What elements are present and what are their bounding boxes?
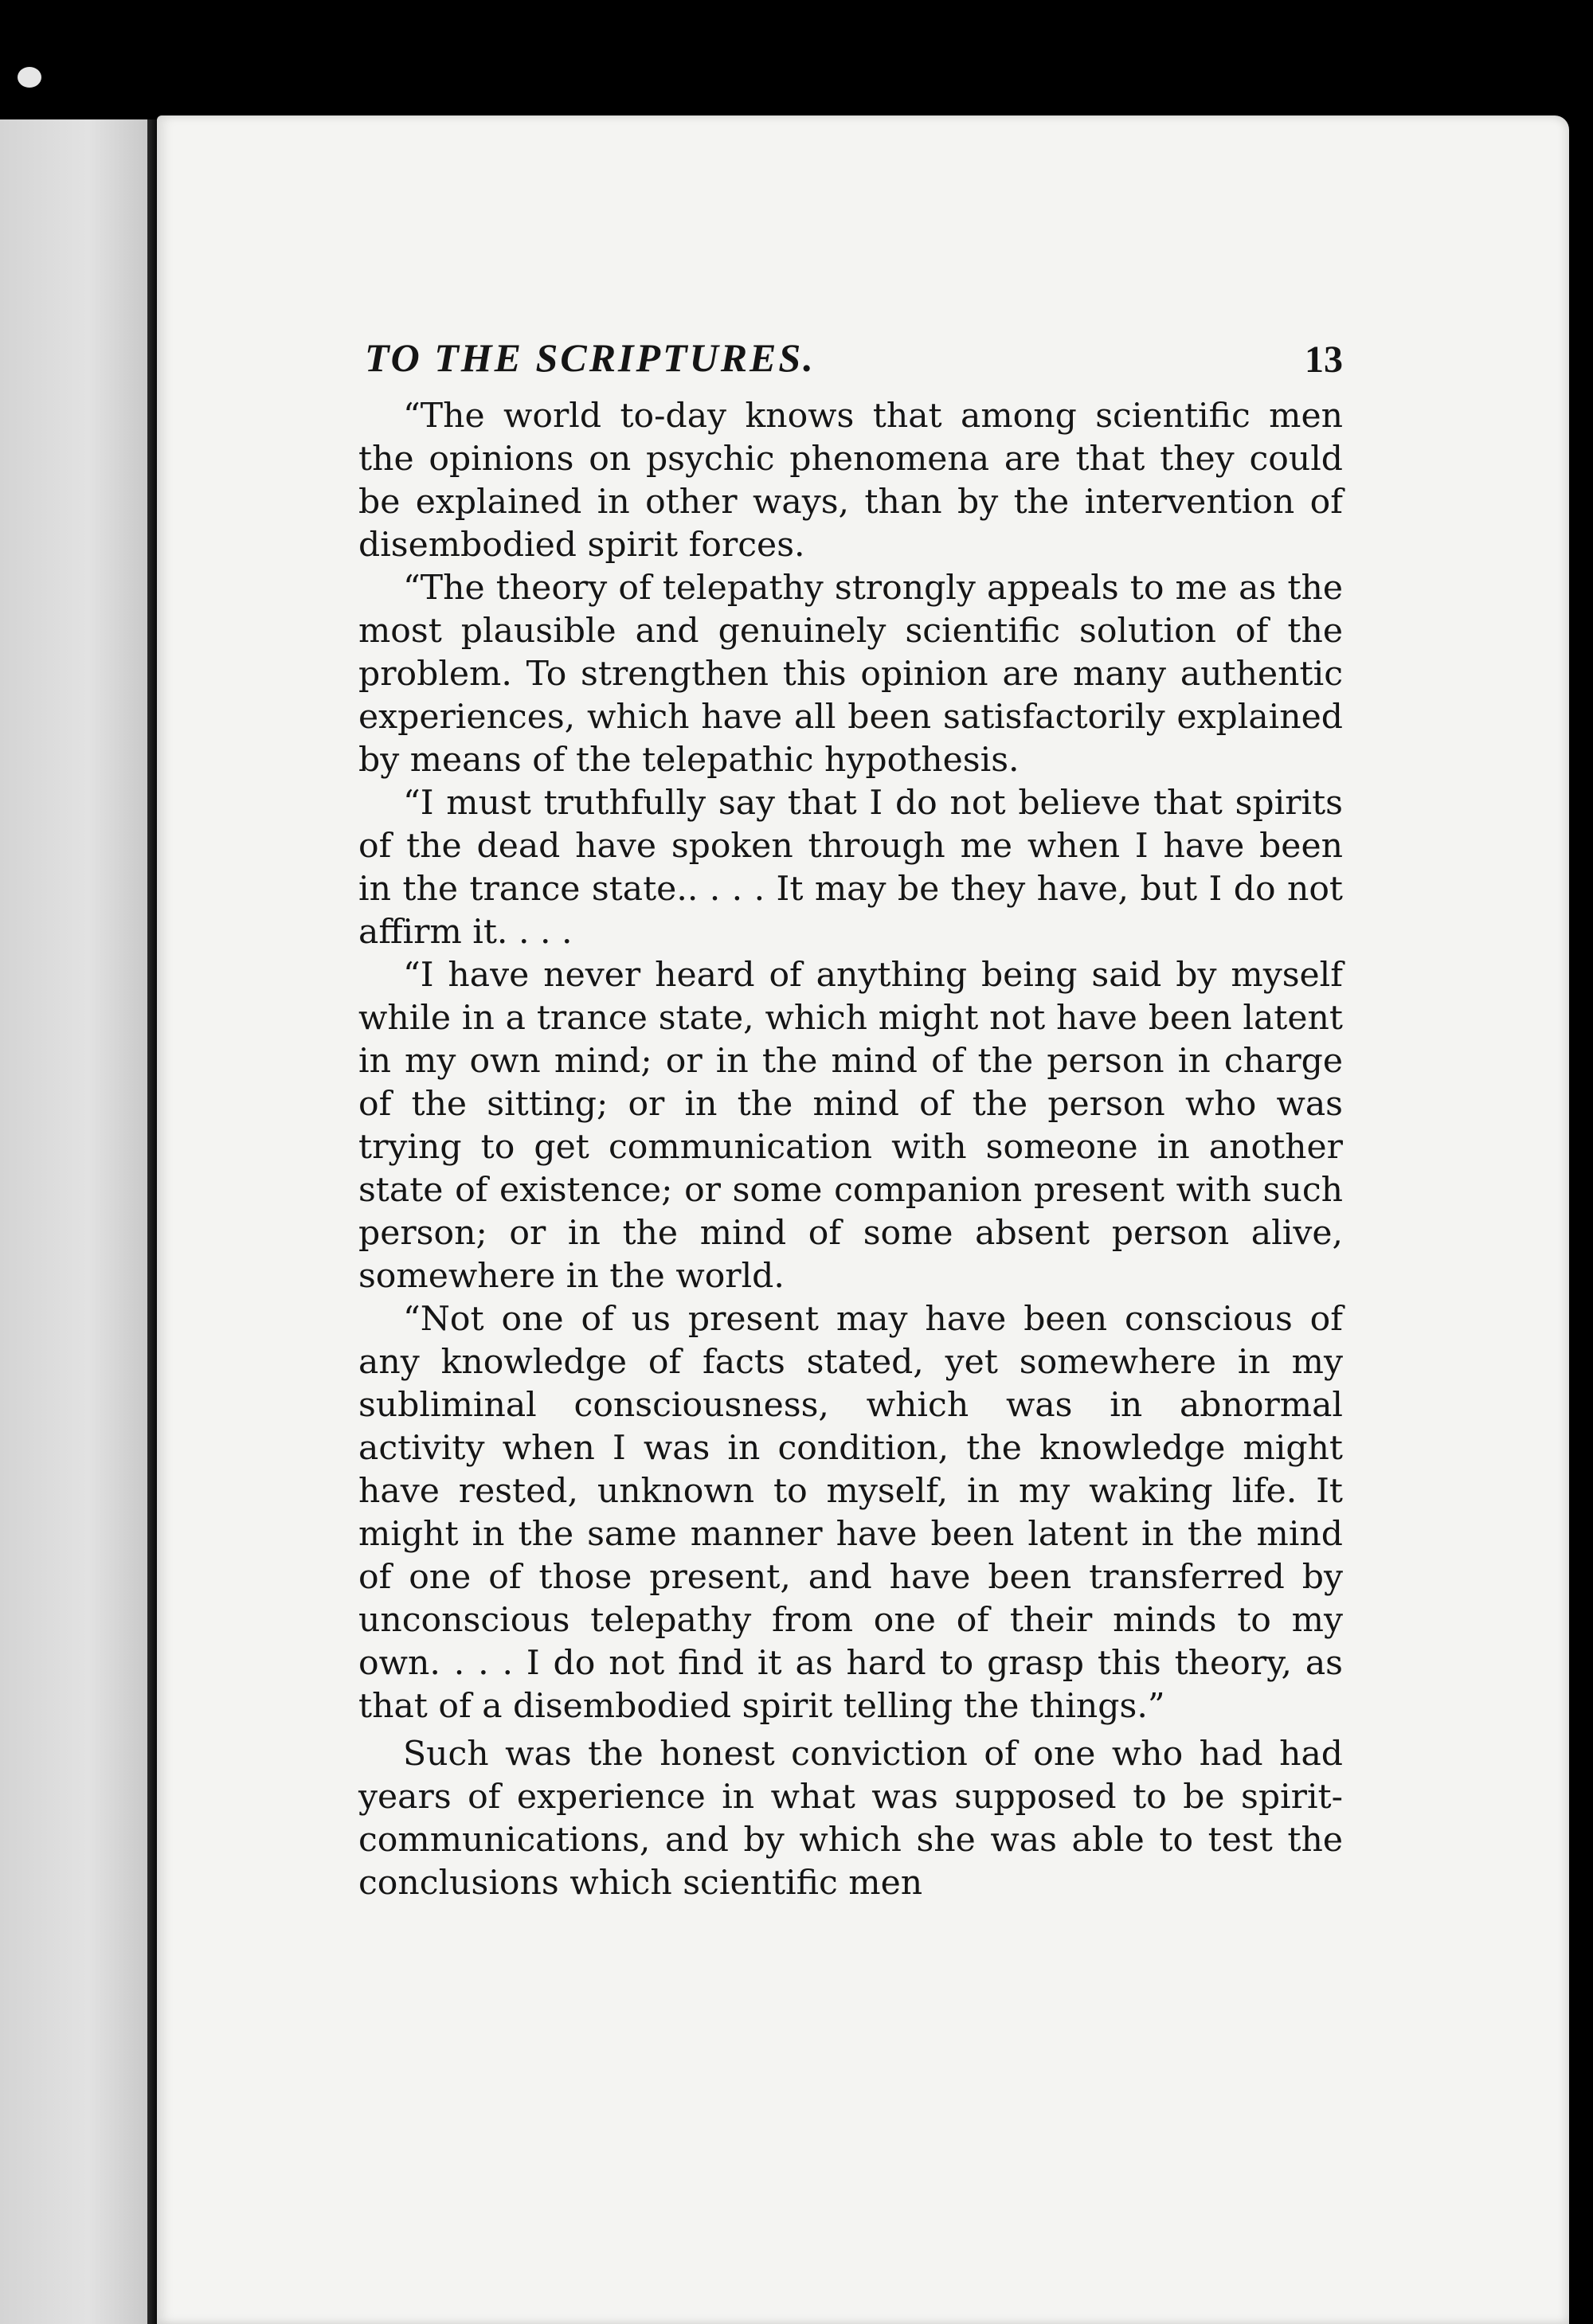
scan-speck: [18, 67, 41, 88]
paragraph-4: “I have never heard of anything being said by myself while in a trance state, which might not have been latent in my own mind; or in the mind of the person in charge of the sitting; or in the mind of the person who was trying to get communication with someone in another state of existence; or some companion present with such person; or in the mind of some absent person alive, somewhere in the world.: [358, 956, 1343, 1296]
page-text-block: [358, 335, 1343, 1905]
book-gutter: [147, 119, 157, 2324]
page-header: [358, 335, 1343, 395]
running-title: TO THE SCRIPTURES.: [365, 335, 816, 380]
page-number: 13: [1305, 338, 1343, 381]
paragraph-1: “The world to-day knows that among scientific men the opinions on psychic phenomena are that they could be explained in other ways, than by the intervention of disembodied spirit forces.: [358, 397, 1343, 565]
paragraph-3: “I must truthfully say that I do not believe that spirits of the dead have spoken through me when I have been in the trance state.. . . . It may be they have, but I do not affirm it. . . .: [358, 784, 1343, 952]
paragraph-2: “The theory of telepathy strongly appeals to me as the most plausible and genuinely scientific solution of the problem. To strengthen this opinion are many authentic experiences, which have all been satisfactorily explained by means of the telepathic hypothesis.: [358, 569, 1343, 780]
paragraph-5: “Not one of us present may have been conscious of any knowledge of facts stated, yet somewhere in my subliminal consciousness, which was in abnormal activity when I was in condition, the knowledge might have rested, unknown to myself, in my waking life. It might in the same manner have been latent in the mind of one of those present, and have been transferred by unconscious telepathy from one of their minds to my own. . . . I do not find it as hard to grasp this theory, as that of a disembodied spirit telling the things.”: [358, 1300, 1343, 1726]
facing-page-edge: [0, 119, 147, 2324]
paragraph-6: Such was the honest conviction of one who had had years of experience in what was supposed to be spirit-communications, and by which she was able to test the conclusions which scientific men: [358, 1735, 1343, 1903]
